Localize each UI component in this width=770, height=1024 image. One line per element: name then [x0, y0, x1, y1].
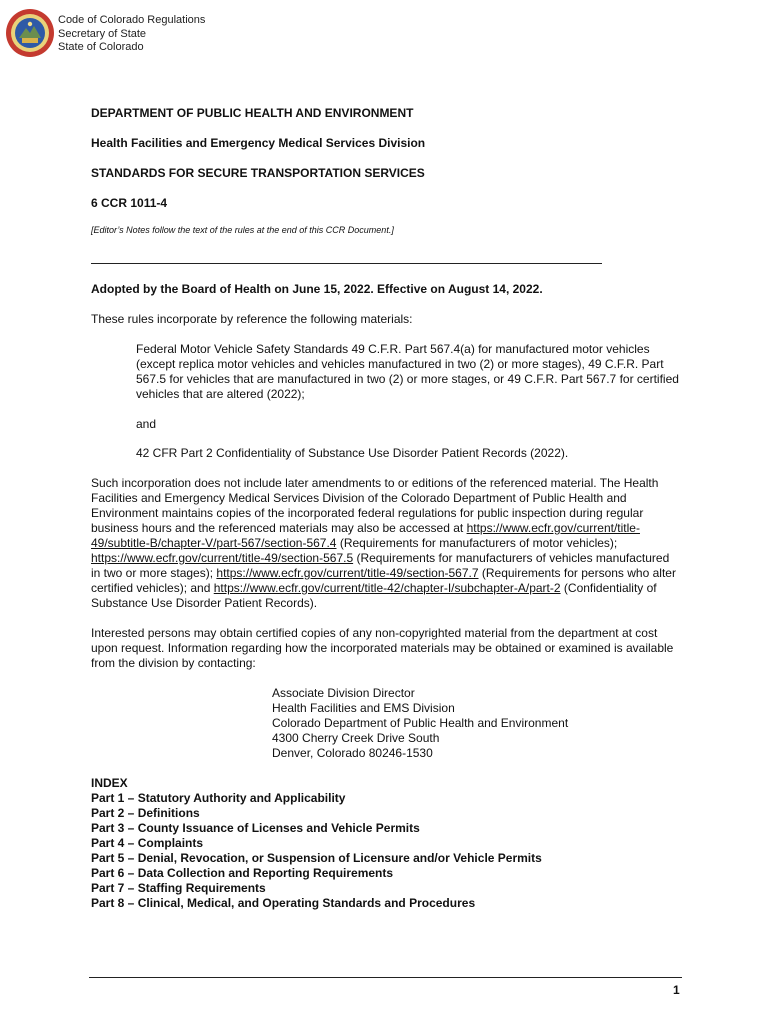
contact-line-5: Denver, Colorado 80246-1530	[272, 746, 433, 760]
ecfr-link-567-7[interactable]: https://www.ecfr.gov/current/title-49/section-567.7	[216, 566, 479, 580]
material-and: and	[136, 417, 157, 431]
document-body	[91, 106, 681, 911]
page-number: 1	[673, 983, 680, 997]
index-item: Part 1 – Statutory Authority and Applicability	[91, 791, 346, 805]
colorado-seal-icon	[5, 8, 55, 58]
index-item: Part 4 – Complaints	[91, 836, 204, 850]
index-section	[91, 776, 681, 911]
ecfr-link-part-2[interactable]: https://www.ecfr.gov/current/title-42/chapter-I/subchapter-A/part-2	[213, 581, 561, 595]
interested-paragraph: Interested persons may obtain certified copies of any non-copyrighted material from the department at cost upon request. Information regarding how the incorporated materials may be obtained or examined is available from the division by contacting:	[91, 626, 674, 670]
intro-paragraph: These rules incorporate by reference the following materials:	[91, 312, 413, 326]
ccr-number: 6 CCR 1011-4	[91, 196, 168, 210]
letterhead	[58, 14, 205, 55]
material-item-1: Federal Motor Vehicle Safety Standards 49 C.F.R. Part 567.4(a) for manufactured motor vehicles (except replica motor vehicles and vehicles manufactured in two (2) or more stages), 49 C.F.R. Part 567.5 for vehicles that are manufactured in two (2) or more stages, or 49 C.F.R. Part 567.7 for certified vehicles that are altered (2022);	[136, 342, 679, 401]
letterhead-secretary: Secretary of State	[58, 27, 147, 40]
footer-divider	[89, 977, 682, 978]
contact-line-4: 4300 Cherry Creek Drive South	[272, 731, 440, 745]
ecfr-link-567-5[interactable]: https://www.ecfr.gov/current/title-49/section-567.5	[91, 551, 354, 565]
index-item: Part 2 – Definitions	[91, 806, 200, 820]
incorporation-text-3: (Requirements for manufacturers of vehicles manufactured in two or more stages);	[91, 551, 670, 580]
division-heading: Health Facilities and Emergency Medical Services Division	[91, 136, 426, 150]
index-item: Part 5 – Denial, Revocation, or Suspension of Licensure and/or Vehicle Permits	[91, 851, 542, 865]
incorporation-text-2: (Requirements for manufacturers of motor vehicles);	[339, 536, 618, 550]
adopted-statement: Adopted by the Board of Health on June 15, 2022. Effective on August 14, 2022.	[91, 282, 543, 296]
editor-note: [Editor’s Notes follow the text of the rules at the end of this CCR Document.]	[91, 225, 394, 235]
index-item: Part 8 – Clinical, Medical, and Operating Standards and Procedures	[91, 896, 476, 910]
divider	[91, 262, 602, 264]
incorporation-text-1: Such incorporation does not include later amendments to or editions of the referenced material. The Health Facilities and Emergency Medical Services Division of the Colorado Department of Public Health and Environment maintains copies of the incorporated federal regulations for public inspection during regular business hours and the referenced materials may also be accessed at	[91, 476, 659, 535]
index-item: Part 6 – Data Collection and Reporting Requirements	[91, 866, 394, 880]
standards-heading: STANDARDS FOR SECURE TRANSPORTATION SERVICES	[91, 166, 425, 180]
contact-address	[272, 686, 681, 761]
index-item: Part 7 – Staffing Requirements	[91, 881, 266, 895]
contact-line-3: Colorado Department of Public Health and Environment	[272, 716, 569, 730]
incorporation-paragraph	[91, 476, 681, 611]
index-item: Part 3 – County Issuance of Licenses and Vehicle Permits	[91, 821, 420, 835]
material-item-2: 42 CFR Part 2 Confidentiality of Substance Use Disorder Patient Records (2022).	[136, 446, 569, 460]
department-heading: DEPARTMENT OF PUBLIC HEALTH AND ENVIRONMENT	[91, 106, 414, 120]
contact-line-1: Associate Division Director	[272, 686, 415, 700]
letterhead-state: State of Colorado	[58, 41, 144, 53]
incorporation-text-5: (Confidentiality of Substance Use Disorder Patient Records).	[91, 581, 657, 610]
contact-line-2: Health Facilities and EMS Division	[272, 701, 455, 715]
letterhead-title: Code of Colorado Regulations	[58, 14, 206, 26]
ecfr-link-567-4[interactable]: https://www.ecfr.gov/current/title-49/subtitle-B/chapter-V/part-567/section-567.4	[91, 521, 640, 550]
incorporation-text-4: (Requirements for persons who alter certified vehicles); and	[91, 566, 676, 595]
index-title: INDEX	[91, 776, 128, 790]
